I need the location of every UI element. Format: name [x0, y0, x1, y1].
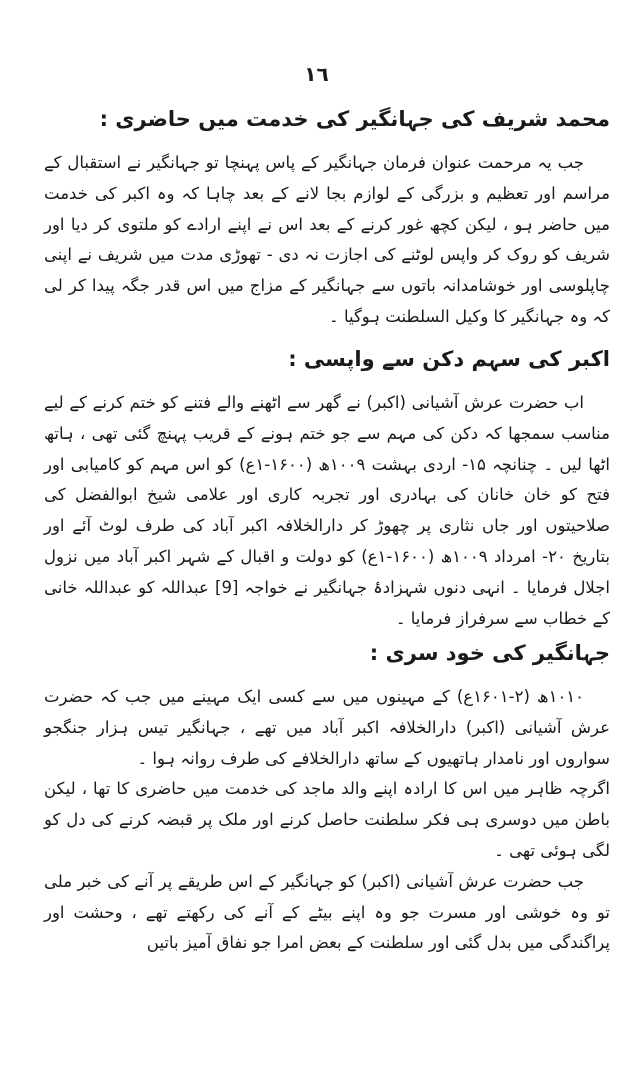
section-sharif [44, 104, 610, 333]
paragraph: جب حضرت عرش آشیانی (اکبر) کو جہانگیر کے اس طریقے پر آنے کی خبر ملی تو وہ خوشی اور مسرت جو وہ اپنے بیٹے کے آنے کی رکھتے تھے ، وحشت اور پراگندگی میں بدل گئی اور سلطنت کے بعض امرا جو نفاق آمیز باتیں [44, 871, 610, 953]
section-heading: محمد شریف کی جہانگیر کی خدمت میں حاضری : [99, 107, 610, 131]
paragraph: ۱۰۱۰ھ (۲-۱۶۰۱ع) کے مہینوں میں سے کسی ایک مہینے میں جب کہ حضرت عرش آشیانی (اکبر) دارالخلافہ اکبر آباد میں تھے ، جہانگیر تیس ہزار جنگجو سواروں اور نامدار ہاتھیوں کے ساتھ دارالخلافے کی طرف روانہ ہوا ۔ [44, 687, 610, 768]
section-heading: اکبر کی سہم دکن سے واپسی : [288, 347, 610, 371]
page-number: ١٦ [304, 62, 329, 86]
paragraph: اگرچہ ظاہر میں اس کا ارادہ اپنے والد ماجد کی خدمت میں حاضری کا تھا ، لیکن باطن میں دوسری ہی فکر سلطنت حاصل کرنے اور ملک پر قبضہ کرنے کی دل کو لگی ہوئی تھی ۔ [44, 779, 610, 860]
paragraph: اب حضرت عرش آشیانی (اکبر) نے گھر سے اٹھنے والے فتنے کو ختم کرنے کے لیے مناسب سمجھا کہ دکن کی مہم سے جو ختم ہونے کے قریب پہنچ گئی تھی ، ہاتھ اٹھا لیں ۔ چنانچہ ۱۵- اردی بہشت ۱۰۰۹ھ (۱۶۰۰-۱ع) کو اس مہم کو کامیابی اور فتح کو خان خانان کی بہادری اور تجربہ کاری اور علامی شیخ ابوالفضل کی صلاحیتوں اور جاں نثاری پر چھوڑ کر دارالخلافہ اکبر آباد کی طرف لوٹ آئے اور بتاریخ ۲۰- امرداد ۱۰۰۹ھ (۱۶۰۰-۱ع) کو دولت و اقبال کے شہر اکبر آباد میں نزول اجلال فرمایا ۔ انہی دنوں شہزادۂ جہانگیر نے خواجہ [9] عبداللہ کو عبداللہ خانی کے خطاب سے سرفراز فرمایا ۔ [44, 393, 611, 628]
section-heading: جہانگیر کی خود سری : [369, 641, 610, 665]
section-jahangir-defiance [44, 638, 610, 959]
section-akbar-return [44, 344, 610, 634]
paragraph: جب یہ مرحمت عنوان فرمان جہانگیر کے پاس پہنچا تو جہانگیر نے استقبال کے مراسم اور تعظیم و بزرگی کے لوازم بجا لانے کے بعد چاہا کہ وہ اکبر کی خدمت میں حاضر ہو ، لیکن کچھ غور کرنے کے بعد اس نے اپنے ارادے کو ملتوی کر دیا اور شریف کو روک کر واپس لوٹنے کی اجازت نہ دی - تھوڑی مدت میں شریف نے اپنی چاپلوسی اور خوشامدانہ باتوں سے جہانگیر کے مزاج میں اس قدر جگہ پیدا کر لی کہ وہ جہانگیر کا وکیل السلطنت ہوگیا ۔ [44, 153, 610, 326]
